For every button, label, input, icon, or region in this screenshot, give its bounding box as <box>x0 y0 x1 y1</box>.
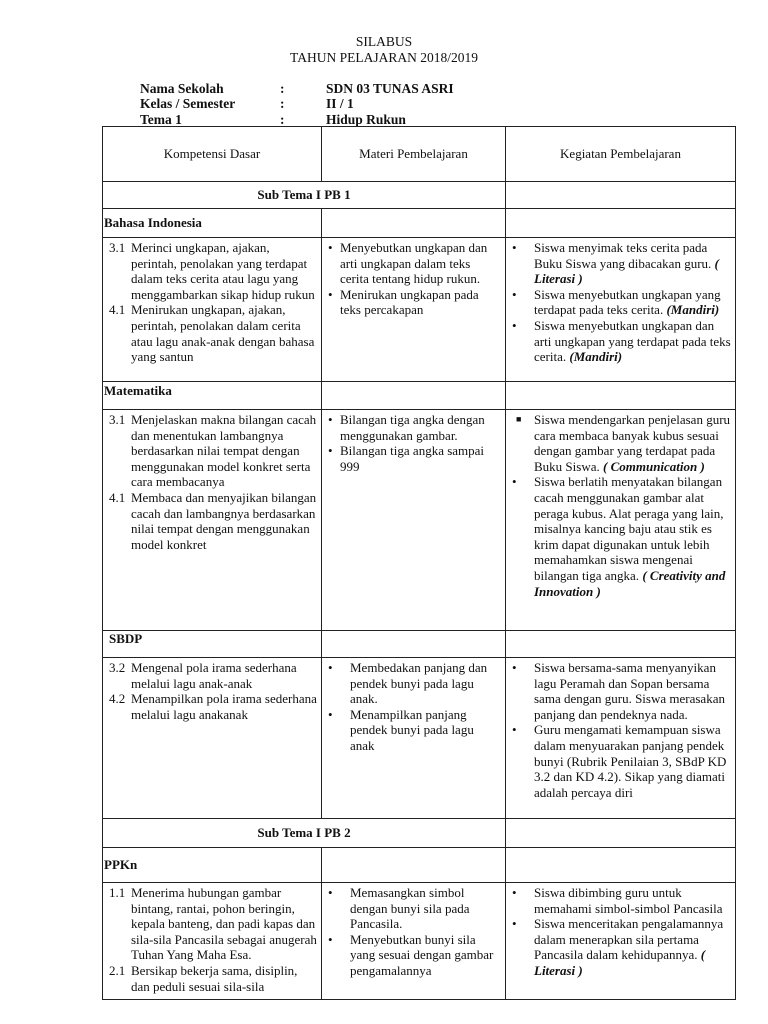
kd-cell <box>103 410 322 631</box>
empty-cell <box>322 382 506 410</box>
kegiatan-cell <box>506 238 736 382</box>
col-header-kompetensi: Kompetensi Dasar <box>103 127 322 182</box>
subject-row <box>103 848 736 883</box>
subtema-title: Sub Tema I PB 1 <box>103 182 506 209</box>
kegiatan-cell <box>506 658 736 819</box>
materi-item: • Bilangan tiga angka sampai 999 <box>328 443 485 474</box>
empty-cell <box>506 182 736 209</box>
empty-cell <box>506 631 736 658</box>
header-label-theme: Tema 1 <box>140 112 182 127</box>
kd-item: 1.1 Menerima hubungan gambar bintang, rantai, pohon beringin, kepala banteng, dan padi kapas dan sila-sila Pancasila sebagai anugerah Tuhan Yang Maha Esa. <box>109 885 317 963</box>
empty-cell <box>322 848 506 883</box>
kd-cell <box>103 238 322 382</box>
materi-cell <box>322 410 506 631</box>
kd-item: 3.1 Menjelaskan makna bilangan cacah dan menentukan lambangnya berdasarkan nilai tempat dengan menggunakan model konkret serta cara membacanya <box>109 412 317 490</box>
header-label-class: Kelas / Semester <box>140 96 236 111</box>
header-sep: : <box>280 112 285 127</box>
empty-cell <box>322 631 506 658</box>
kd-item: 2.1 Bersikap bekerja sama, disiplin, dan peduli sesuai sila-sila <box>109 962 298 994</box>
materi-item: • Bilangan tiga angka dengan menggunakan gambar. <box>328 412 485 443</box>
kegiatan-item: • Siswa bersama-sama menyanyikan lagu Peramah dan Sopan bersama sama dengan guru. Siswa merasakan panjang dan pendeknya nada. <box>512 660 725 722</box>
materi-item: • Menampilkan panjang pendek bunyi pada lagu anak <box>328 706 474 753</box>
kegiatan-item: • Siswa berlatih menyatakan bilangan cacah menggunakan gambar alat peraga kubus. Alat peraga yang lain, misalnya kancing baju atau stik es krim dapat digunakan untuk lebih memahamkan siswa mengenai bilangan tiga angka. ( Creativity and Innovation ) <box>512 474 726 599</box>
materi-item: • Menyebutkan ungkapan dan arti ungkapan dalam teks cerita tentang hidup rukun. <box>328 240 488 287</box>
kegiatan-item: • Siswa menyebutkan ungkapan yang terdapat pada teks cerita. (Mandiri) <box>512 286 721 318</box>
kd-item: 3.1 Merinci ungkapan, ajakan, perintah, penolakan yang terdapat dalam teks cerita atau lagu yang menggambarkan sikap hidup rukun <box>109 240 315 302</box>
table-header-row <box>103 127 736 182</box>
empty-cell <box>506 209 736 238</box>
kd-item: 4.1 Membaca dan menyajikan bilangan cacah dan lambangnya berdasarkan nilai tempat dengan menggunakan model konkret <box>109 489 317 552</box>
col-header-kegiatan: Kegiatan Pembelajaran <box>506 127 736 182</box>
syllabus-table <box>102 126 736 1000</box>
col-header-materi: Materi Pembelajaran <box>322 127 506 182</box>
empty-cell <box>506 382 736 410</box>
subject-row <box>103 382 736 410</box>
content-row <box>103 410 736 631</box>
materi-item: • Menirukan ungkapan pada teks percakapan <box>328 286 479 318</box>
kegiatan-cell <box>506 410 736 631</box>
materi-item: • Menyebutkan bunyi sila yang sesuai dengan gambar pengamalannya <box>328 931 494 978</box>
empty-cell <box>506 848 736 883</box>
content-row <box>103 883 736 1000</box>
kd-item: 4.1 Menirukan ungkapan, ajakan, perintah, penolakan dalam cerita atau lagu anak-anak dengan bahasa yang santun <box>109 302 315 365</box>
doc-title: SILABUS <box>355 34 413 49</box>
header-value-theme: Hidup Rukun <box>326 112 406 127</box>
kd-cell <box>103 883 322 1000</box>
kegiatan-item: • Siswa menceritakan pengalamannya dalam menerapkan sila pertama Pancasila dalam kehidupannya. ( Literasi ) <box>512 916 724 978</box>
materi-item: • Memasangkan simbol dengan bunyi sila pada Pancasila. <box>328 885 470 932</box>
kegiatan-item: • Siswa menyebutkan ungkapan dan arti ungkapan yang terdapat pada teks cerita. (Mandiri) <box>512 317 731 365</box>
subtema-title: Sub Tema I PB 2 <box>103 819 506 848</box>
empty-cell <box>506 819 736 848</box>
header-value-school: SDN 03 TUNAS ASRI <box>326 81 454 96</box>
header-sep: : <box>280 81 285 96</box>
subject-title-matematika: Matematika <box>103 382 322 410</box>
materi-cell <box>322 658 506 819</box>
subject-title-ppkn: PPKn <box>103 848 322 883</box>
materi-cell <box>322 238 506 382</box>
materi-item: • Membedakan panjang dan pendek bunyi pada lagu anak. <box>328 660 488 707</box>
kd-cell <box>103 658 322 819</box>
header-label-school: Nama Sekolah <box>140 81 224 96</box>
kd-item: 3.2 Mengenal pola irama sederhana melalui lagu anak-anak <box>109 660 297 691</box>
kegiatan-item: ■ Siswa mendengarkan penjelasan guru cara membaca banyak kubus sesuai dengan gambar yang terdapat pada Buku Siswa. ( Communication ) <box>516 412 731 474</box>
kegiatan-item: • Siswa menyimak teks cerita pada Buku Siswa yang dibacakan guru. ( Literasi ) <box>512 240 719 287</box>
header-sep: : <box>280 96 285 111</box>
kegiatan-item: • Siswa dibimbing guru untuk memahami simbol-simbol Pancasila <box>512 885 723 916</box>
header-value-class: II / 1 <box>326 96 354 111</box>
subject-title-sbdp: SBDP <box>103 631 322 658</box>
empty-cell <box>322 209 506 238</box>
subject-title-bahasa: Bahasa Indonesia <box>103 209 322 238</box>
subject-row <box>103 631 736 658</box>
content-row <box>103 658 736 819</box>
kegiatan-cell <box>506 883 736 1000</box>
kegiatan-item: • Guru mengamati kemampuan siswa dalam menyuarakan panjang pendek bunyi (Rubrik Penilaian 3, SBdP KD 3.2 dan KD 4.2). Sikap yang diamati adalah percaya diri <box>512 722 727 800</box>
subtema-row <box>103 182 736 209</box>
materi-cell <box>322 883 506 1000</box>
subject-row <box>103 209 736 238</box>
kd-item: 4.2 Menampilkan pola irama sederhana melalui lagu anakanak <box>109 691 317 722</box>
doc-subtitle: TAHUN PELAJARAN 2018/2019 <box>290 50 478 65</box>
subtema-row <box>103 819 736 848</box>
content-row <box>103 238 736 382</box>
